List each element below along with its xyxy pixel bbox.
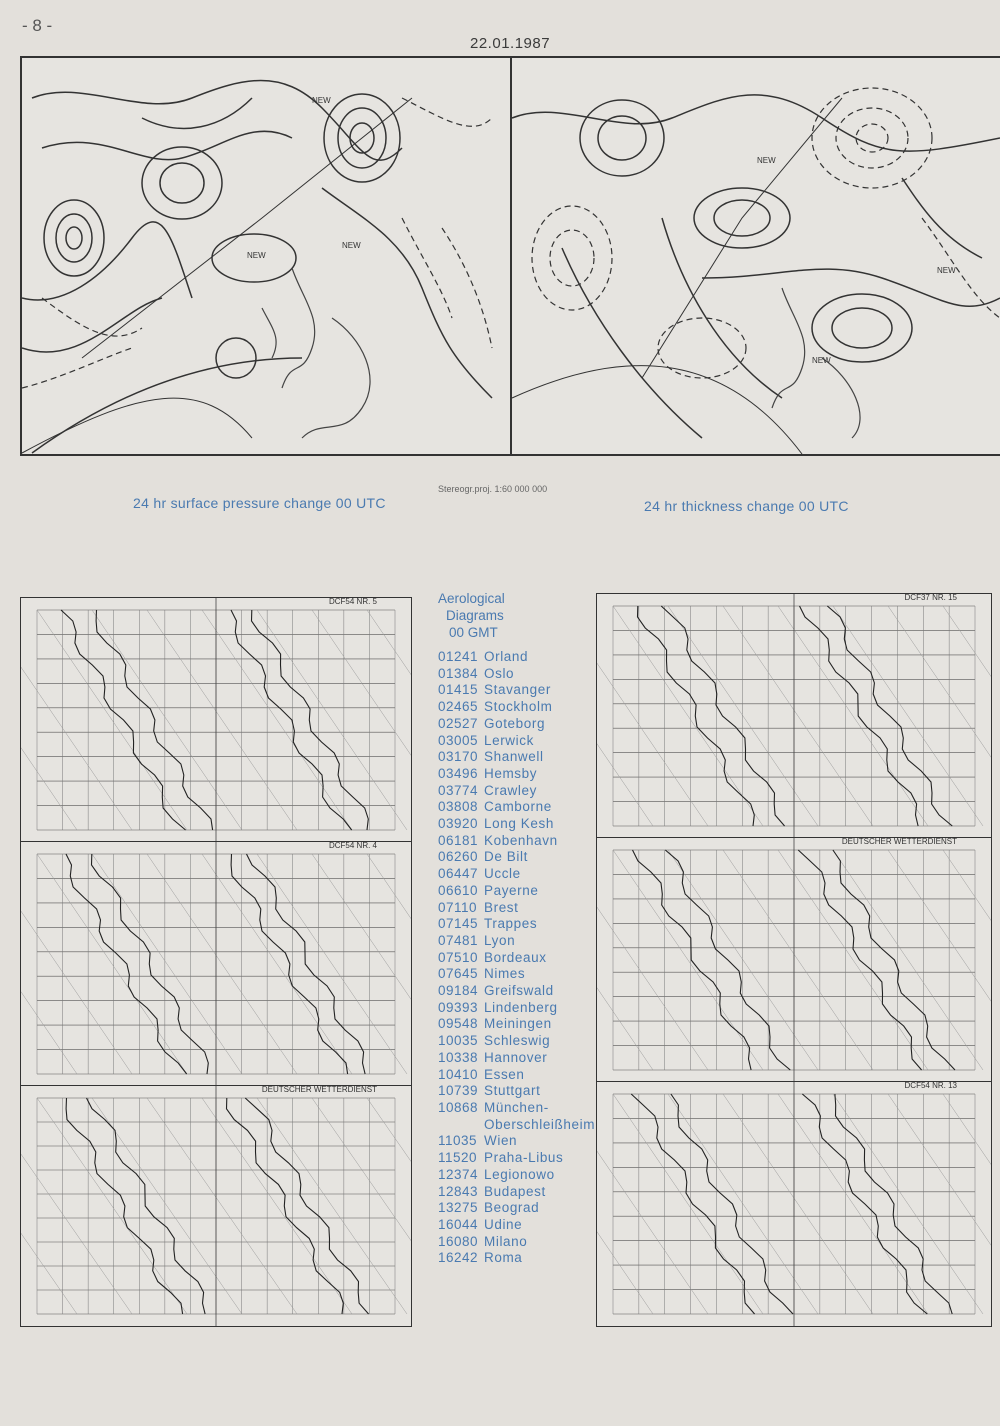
map-divider: [510, 58, 512, 454]
station-id: 16242: [438, 1250, 479, 1266]
station-row: [438, 1217, 595, 1234]
station-name: Praha-Libus: [484, 1150, 564, 1166]
left-map-caption: 24 hr surface pressure change 00 UTC: [133, 495, 386, 511]
station-row: [438, 1050, 595, 1067]
page-date: 22.01.1987: [470, 35, 551, 52]
station-row: [438, 649, 595, 666]
station-id: 09393: [438, 999, 479, 1015]
station-row: [438, 1133, 595, 1150]
station-row: [438, 1150, 595, 1167]
diagram-graphic: [21, 1086, 411, 1326]
station-name: Hemsby: [484, 765, 538, 781]
weather-maps: [20, 56, 1000, 456]
station-row: [438, 1100, 595, 1117]
station-id: 13275: [438, 1200, 479, 1216]
station-name: Bordeaux: [484, 949, 547, 965]
station-row: [438, 666, 595, 683]
svg-text:NEW: NEW: [342, 241, 361, 250]
station-name: Stavanger: [484, 682, 551, 698]
station-name: Essen: [484, 1066, 525, 1082]
station-row: [438, 966, 595, 983]
station-name: Camborne: [484, 799, 552, 815]
projection-label: Stereogr.proj. 1:60 000 000: [438, 484, 548, 494]
diagram-graphic: [21, 842, 411, 1086]
station-id: 02527: [438, 715, 479, 731]
station-name: Budapest: [484, 1183, 546, 1199]
station-row: [438, 883, 595, 900]
station-id: 09548: [438, 1016, 479, 1032]
diagram-graphic: [597, 594, 991, 838]
station-row: [438, 816, 595, 833]
station-name: Hannover: [484, 1049, 548, 1065]
svg-text:NEW: NEW: [247, 251, 266, 260]
diagram-id: DEUTSCHER WETTERDIENST: [261, 1085, 377, 1094]
diagram-graphic: [597, 1082, 991, 1326]
station-id: 06610: [438, 882, 479, 898]
station-id: 01241: [438, 649, 479, 664]
station-name: Nimes: [484, 966, 526, 982]
station-id: 02465: [438, 699, 479, 715]
station-row: [438, 950, 595, 967]
station-row: [438, 716, 595, 733]
page-number: - 8 -: [22, 16, 53, 35]
station-row: [438, 799, 595, 816]
station-id: 06260: [438, 849, 479, 865]
station-name: Milano: [484, 1233, 528, 1249]
station-id: 06447: [438, 866, 479, 882]
station-name: De Bilt: [484, 849, 528, 865]
station-name: Beograd: [484, 1200, 540, 1216]
aerological-diagram-4: [596, 593, 992, 839]
station-id: 03920: [438, 816, 479, 832]
station-name: Goteborg: [484, 715, 546, 731]
station-id: 07110: [438, 899, 478, 915]
station-row: [438, 1033, 595, 1050]
station-name: Stuttgart: [484, 1083, 541, 1099]
station-name: Meiningen: [484, 1016, 552, 1032]
station-row: [438, 983, 595, 1000]
aerological-diagram-6: [596, 1081, 992, 1327]
legend-title-2: Diagrams: [446, 608, 504, 623]
station-row: [438, 1167, 595, 1184]
aerological-diagram-5: [596, 837, 992, 1083]
station-id: 10410: [438, 1066, 479, 1082]
station-name: München-: [484, 1099, 549, 1115]
svg-text:NEW: NEW: [812, 356, 831, 365]
station-id: 10739: [438, 1083, 479, 1099]
station-name: Lindenberg: [484, 999, 558, 1015]
station-name: Kobenhavn: [484, 832, 558, 848]
station-id: 11035: [438, 1133, 478, 1149]
station-name: Udine: [484, 1216, 523, 1232]
right-map-caption: 24 hr thickness change 00 UTC: [644, 498, 849, 514]
station-row: [438, 866, 595, 883]
station-id: 12374: [438, 1166, 479, 1182]
station-row: [438, 749, 595, 766]
station-row: [438, 1184, 595, 1201]
station-row: [438, 1250, 595, 1267]
station-name: Greifswald: [484, 983, 554, 999]
diagram-graphic: [597, 838, 991, 1082]
station-id: 03496: [438, 765, 479, 781]
aerological-diagram-3: [20, 1085, 412, 1327]
diagram-graphic: [21, 598, 411, 842]
station-name: Payerne: [484, 882, 539, 898]
station-row: [438, 916, 595, 933]
legend-title-1: Aerological: [438, 591, 505, 606]
station-row-continued: [438, 1117, 595, 1134]
station-legend: [438, 590, 595, 1267]
station-id: 06181: [438, 832, 479, 848]
station-row: [438, 733, 595, 750]
station-row: [438, 766, 595, 783]
station-id: 07481: [438, 932, 479, 948]
station-name: Wien: [484, 1133, 518, 1149]
station-id: 16080: [438, 1233, 479, 1249]
station-row: [438, 1083, 595, 1100]
station-name: Roma: [484, 1250, 523, 1266]
station-name: Trappes: [484, 916, 538, 932]
station-id: 12843: [438, 1183, 479, 1199]
station-row: [438, 833, 595, 850]
station-row: [438, 849, 595, 866]
station-name: Lyon: [484, 932, 516, 948]
station-row: [438, 783, 595, 800]
station-id: 03774: [438, 782, 479, 798]
station-id: 01384: [438, 665, 479, 681]
station-name: Orland: [484, 649, 529, 664]
legend-title-3: 00 GMT: [449, 625, 498, 640]
station-name: Brest: [484, 899, 519, 915]
station-row: [438, 900, 595, 917]
station-name: Crawley: [484, 782, 537, 798]
aerological-diagram-2: [20, 841, 412, 1087]
diagram-id: DCF54 NR. 4: [328, 841, 377, 850]
station-row: [438, 933, 595, 950]
station-row: [438, 1234, 595, 1251]
station-name: Uccle: [484, 866, 521, 882]
station-name: Schleswig: [484, 1033, 551, 1049]
station-id: 07645: [438, 966, 479, 982]
station-id: 07510: [438, 949, 479, 965]
station-name: Lerwick: [484, 732, 534, 748]
station-name: Stockholm: [484, 699, 553, 715]
diagram-id: DEUTSCHER WETTERDIENST: [841, 837, 957, 846]
station-row: [438, 1000, 595, 1017]
station-id: 10338: [438, 1049, 479, 1065]
station-id: 07145: [438, 916, 479, 932]
station-list: [438, 649, 595, 1267]
station-name: Oslo: [484, 665, 515, 681]
station-name: Legionowo: [484, 1166, 555, 1182]
diagram-id: DCF37 NR. 15: [904, 593, 957, 602]
station-id: 11520: [438, 1150, 478, 1166]
svg-text:NEW: NEW: [312, 96, 331, 105]
station-id: 16044: [438, 1216, 479, 1232]
station-id: 09184: [438, 983, 479, 999]
station-id: 01415: [438, 682, 479, 698]
station-id: 03808: [438, 799, 479, 815]
station-id: 03005: [438, 732, 479, 748]
station-name: Oberschleißheim: [484, 1116, 596, 1132]
station-row: [438, 1200, 595, 1217]
station-row: [438, 699, 595, 716]
station-row: [438, 682, 595, 699]
station-id: 10035: [438, 1033, 479, 1049]
station-id: 10868: [438, 1099, 479, 1115]
station-name: Shanwell: [484, 749, 544, 765]
aerological-diagram-1: [20, 597, 412, 843]
diagram-id: DCF54 NR. 5: [328, 597, 377, 606]
diagram-id: DCF54 NR. 13: [904, 1081, 957, 1090]
svg-text:NEW: NEW: [937, 266, 956, 275]
svg-text:NEW: NEW: [757, 156, 776, 165]
station-id: 03170: [438, 749, 479, 765]
station-row: [438, 1016, 595, 1033]
station-name: Long Kesh: [484, 816, 554, 832]
station-row: [438, 1067, 595, 1084]
